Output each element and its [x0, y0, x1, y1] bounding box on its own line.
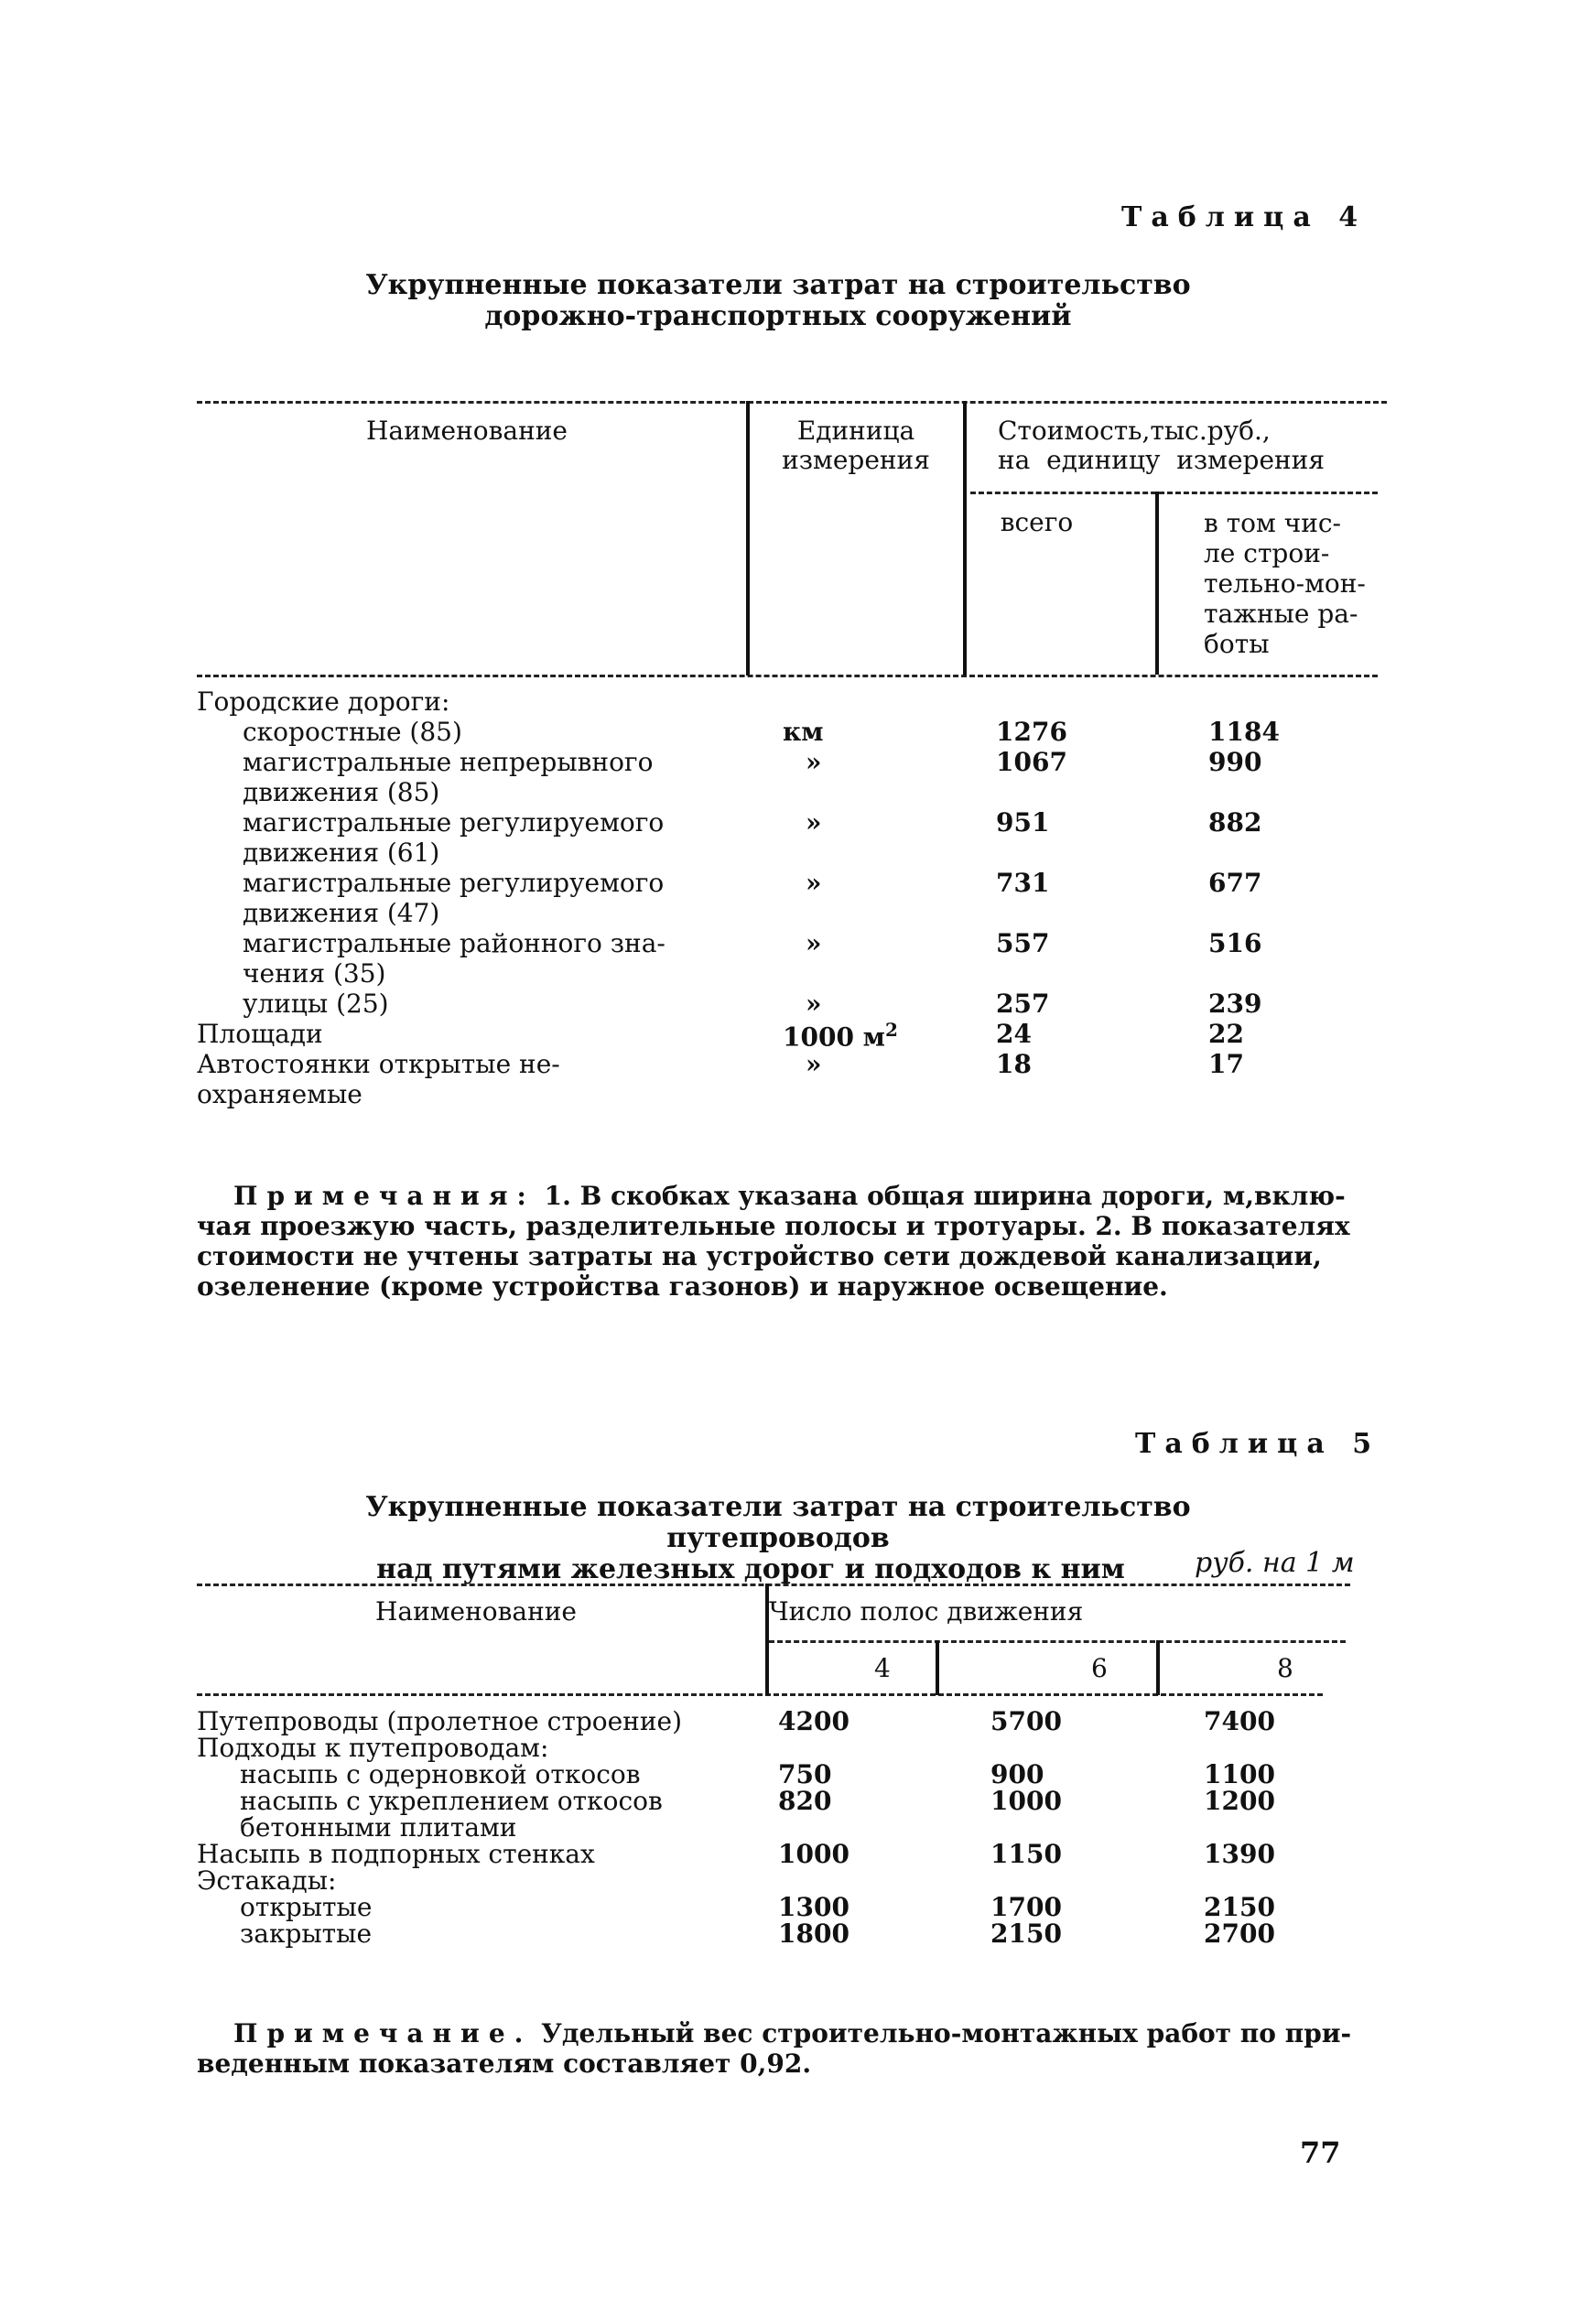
table4-row-name: магистральные районного зна- чения (35): [243, 928, 665, 989]
table4-row-total: 257: [996, 989, 1050, 1019]
table4-row-name: магистральные регулируемого движения (47): [243, 868, 665, 928]
table5-row-v6: 5700: [990, 1706, 1062, 1736]
table5-row-name: Подходы к путепроводам:: [197, 1733, 549, 1763]
table4-header-unit-line2: измерения: [782, 445, 930, 475]
table4-row-incl: 22: [1208, 1019, 1244, 1049]
table4-row-incl: 516: [1208, 928, 1262, 958]
table5-row-v8: 2700: [1204, 1919, 1275, 1949]
table5-row-v6: 1150: [990, 1839, 1062, 1869]
table5-title: [275, 1492, 1282, 1585]
table5-row-v4: 1000: [778, 1839, 849, 1869]
table4-row-incl: 1184: [1208, 717, 1280, 747]
table4-top-rule: [197, 401, 1387, 404]
table4-header-incl-line2: ле строи-: [1204, 538, 1330, 568]
table4-row-unit: »: [806, 807, 822, 838]
table5-row-name: открытые: [240, 1892, 373, 1922]
table4-row-total: 557: [996, 928, 1050, 958]
table4-title-line1: Укрупненные показатели затрат на строительство: [365, 269, 1191, 301]
table4-row-name: магистральные непрерывного движения (85): [243, 747, 654, 807]
table4-row-unit: »: [806, 928, 822, 958]
table4-divider-1: [746, 401, 750, 676]
table4-row-total: 18: [996, 1049, 1032, 1079]
note-lead: Примечание.: [233, 2018, 533, 2048]
table5-note: [197, 2018, 1359, 2079]
table5-row-v4: 820: [778, 1786, 832, 1816]
table4-row-unit: »: [806, 868, 822, 898]
table4-row-unit: »: [806, 989, 822, 1019]
table4-row-name: улицы (25): [243, 989, 389, 1019]
table4-row-name: магистральные регулируемого движения (61): [243, 807, 665, 868]
table5-row-v4: 1300: [778, 1892, 849, 1922]
note-line: веденным показателям составляет 0,92.: [197, 2048, 812, 2079]
table4-header-incl-line3: тельно-мон-: [1204, 568, 1366, 599]
table4-row-total: 731: [996, 868, 1050, 898]
table5-row-name: закрытые: [240, 1919, 373, 1949]
notes-line: 1. В скобках указана общая ширина дороги, м,вклю-: [544, 1181, 1346, 1211]
table5-row-v6: 1700: [990, 1892, 1062, 1922]
table4-row-name: скоростные (85): [243, 717, 462, 747]
table4-header-incl: [1204, 508, 1387, 659]
page-number: 77: [1300, 2135, 1341, 2170]
table4-header-unit: [751, 416, 961, 475]
table5-unit-note: руб. на 1 м: [1195, 1547, 1355, 1579]
table4-divider-2: [963, 401, 967, 676]
table4-row-unit: »: [806, 747, 822, 777]
table4-row-name: Городские дороги:: [197, 686, 450, 717]
table4-row-incl: 990: [1208, 747, 1262, 777]
table5-row-v4: 4200: [778, 1706, 849, 1736]
table5-row-v8: 1390: [1204, 1839, 1275, 1869]
superscript: 2: [885, 1019, 898, 1041]
table5-header-bottom-rule: [197, 1693, 1323, 1696]
table4-header-cost: [970, 416, 1382, 475]
table4-header-incl-line5: боты: [1204, 629, 1270, 659]
table5-title-line1: Укрупненные показатели затрат на строительство путепроводов: [365, 1491, 1191, 1554]
table5-header-col4: 4: [874, 1653, 891, 1683]
table5-header-col6: 6: [1091, 1653, 1108, 1683]
table5-row-v6: 900: [990, 1759, 1044, 1789]
notes-lead: Примечания:: [233, 1181, 536, 1211]
table5-title-line2: над путями железных дорог и подходов к ним: [376, 1553, 1125, 1585]
notes-line: стоимости не учтены затраты на устройство сети дождевой канализации,: [197, 1241, 1322, 1271]
table5-row-name: насыпь с укреплением откосов: [240, 1786, 663, 1816]
table5-row-name: Насыпь в подпорных стенках: [197, 1839, 595, 1869]
table4-row-unit: »: [806, 1049, 822, 1079]
notes-line: озеленение (кроме устройства газонов) и наружное освещение.: [197, 1271, 1168, 1302]
table4-row-total: 1276: [996, 717, 1067, 747]
table5-header-name: Наименование: [375, 1596, 577, 1627]
table5-row-v6: 1000: [990, 1786, 1062, 1816]
table5-row-v8: 1200: [1204, 1786, 1275, 1816]
table4-row-incl: 882: [1208, 807, 1262, 838]
table4-row-total: 951: [996, 807, 1050, 838]
table5-row-name: Эстакады:: [197, 1865, 337, 1896]
note-line: Удельный вес строительно-монтажных работ по при-: [541, 2018, 1352, 2048]
table5-header-col8: 8: [1277, 1653, 1293, 1683]
table5-row-name: Путепроводы (пролетное строение): [197, 1706, 682, 1736]
table4-header-incl-line4: тажные ра-: [1204, 599, 1358, 629]
table4-notes: [197, 1181, 1378, 1302]
table5-row-name: бетонными плитами: [240, 1812, 517, 1843]
table4-header-unit-line1: Единица: [796, 416, 915, 446]
table4-header-cost-line2: на единицу измерения: [998, 445, 1325, 475]
table4-row-total: 1067: [996, 747, 1067, 777]
table4-header-total: всего: [1000, 507, 1074, 537]
table4-row-unit: 1000 $м^2$: [783, 1019, 898, 1053]
notes-line: чая проезжую часть, разделительные полосы и тротуары. 2. В показателях: [197, 1211, 1350, 1241]
table4-label: Таблица 4: [1121, 201, 1368, 233]
table5-top-rule: [197, 1584, 1350, 1586]
table5-row-v4: 1800: [778, 1919, 849, 1949]
table4-row-incl: 17: [1208, 1049, 1244, 1079]
table4-row: [197, 686, 449, 717]
table4-header-incl-line1: в том чис-: [1204, 508, 1342, 538]
table5-row-v8: 2150: [1204, 1892, 1275, 1922]
table4-row-incl: 239: [1208, 989, 1262, 1019]
table4-divider-3: [1155, 492, 1159, 675]
table4-title: [275, 270, 1282, 332]
table4-header-bottom-rule: [197, 675, 1378, 677]
table5-divider-2: [936, 1640, 939, 1695]
table5-header-lanes: Число полос движения: [769, 1596, 1084, 1627]
table4-row-incl: 677: [1208, 868, 1262, 898]
table5-label: Таблица 5: [1135, 1428, 1381, 1460]
table4-title-line2: дорожно-транспортных сооружений: [484, 300, 1072, 332]
table4-header-name: Наименование: [366, 416, 568, 446]
table5-row-v8: 7400: [1204, 1706, 1275, 1736]
table5-divider-3: [1156, 1640, 1160, 1695]
table5-lanes-subrule: [769, 1640, 1346, 1643]
table4-row-name: Автостоянки открытые не- охраняемые: [197, 1049, 560, 1109]
table5-row-v6: 2150: [990, 1919, 1062, 1949]
table4-row-unit: км: [783, 717, 824, 747]
table4-cost-subrule: [970, 492, 1378, 494]
table5-row-name: насыпь с одерновкой откосов: [240, 1759, 641, 1789]
table5-row-v4: 750: [778, 1759, 832, 1789]
table5-row-v8: 1100: [1204, 1759, 1275, 1789]
table4-row-total: 24: [996, 1019, 1032, 1049]
table4-header-cost-line1: Стоимость,тыс.руб.,: [998, 416, 1271, 446]
table4-row-name: Площади: [197, 1019, 323, 1049]
